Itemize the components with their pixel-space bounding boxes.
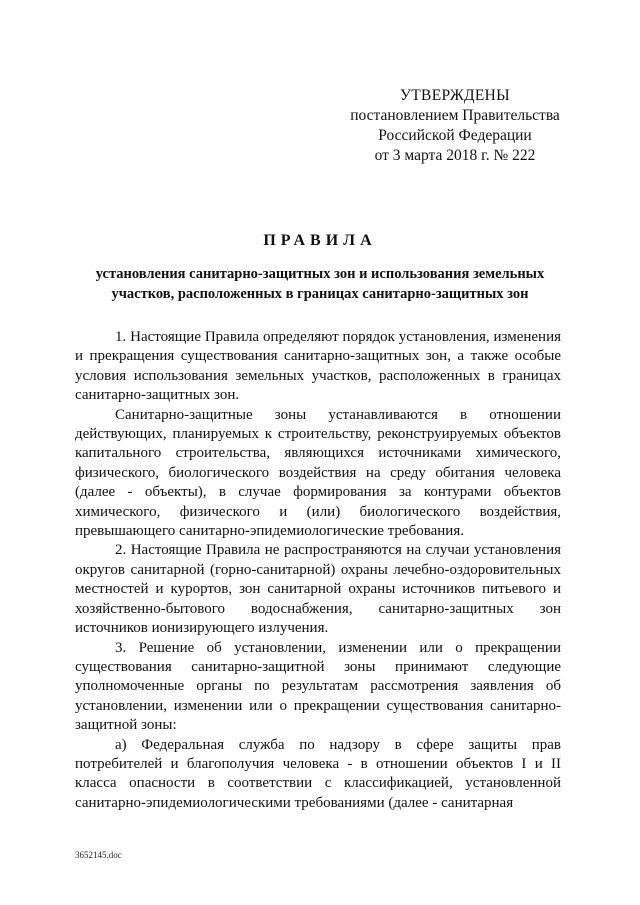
- paragraph-2: Санитарно-защитные зоны устанавливаются в отношении действующих, планируемых к строительству, реконструируемых объектов капитального строительства, являющихся источниками химического, физического, биологического воздействия на среду обитания человека (далее - объекты), в случае формирования за контурами объектов химического, физического и (или) биологического воздействия, превышающего санитарно-эпидемиологические требования.: [75, 406, 561, 540]
- approval-heading: УТВЕРЖДЕНЫ: [400, 87, 510, 104]
- approval-line-government: Российской Федерации: [378, 127, 532, 144]
- approval-line-date-number: от 3 марта 2018 г. № 222: [374, 147, 536, 164]
- paragraph-3: 2. Настоящие Правила не распространяются на случаи установления округов санитарной (горно-санитарной) охраны лечебно-оздоровительных местностей и курортов, зон санитарной охраны источников питьевого и хозяйственно-бытового водоснабжения, санитарно-защитных зон источников ионизирующего излучения.: [75, 542, 561, 637]
- paragraph-1: 1. Настоящие Правила определяют порядок установления, изменения и прекращения существования санитарно-защитных зон, а также особые условия использования земельных участков, расположенных в границах санитарно-защитных зон.: [75, 329, 561, 404]
- document-body: [75, 328, 561, 813]
- paragraph-4: 3. Решение об установлении, изменении или о прекращении существования санитарно-защитной зоны принимают следующие уполномоченные органы по результатам рассмотрения заявления об установлении, изменении или о прекращении существования санитарно-защитной зоны:: [75, 639, 561, 734]
- paragraph-5: а) Федеральная служба по надзору в сфере защиты прав потребителей и благополучия человека - в отношении объектов I и II класса опасности в соответствии с классификацией, установленной санитарно-эпидемиологическими требованиями (далее - санитарная: [75, 736, 561, 811]
- document-subtitle: установления санитарно-защитных зон и использования земельных участков, расположенных в границах санитарно-защитных зон: [95, 266, 545, 302]
- approval-line-resolution: постановлением Правительства: [350, 107, 560, 124]
- document-title: ПРАВИЛА: [263, 232, 377, 249]
- footer-file-code: 3652145.doc: [75, 850, 122, 860]
- approval-stamp: [330, 86, 580, 166]
